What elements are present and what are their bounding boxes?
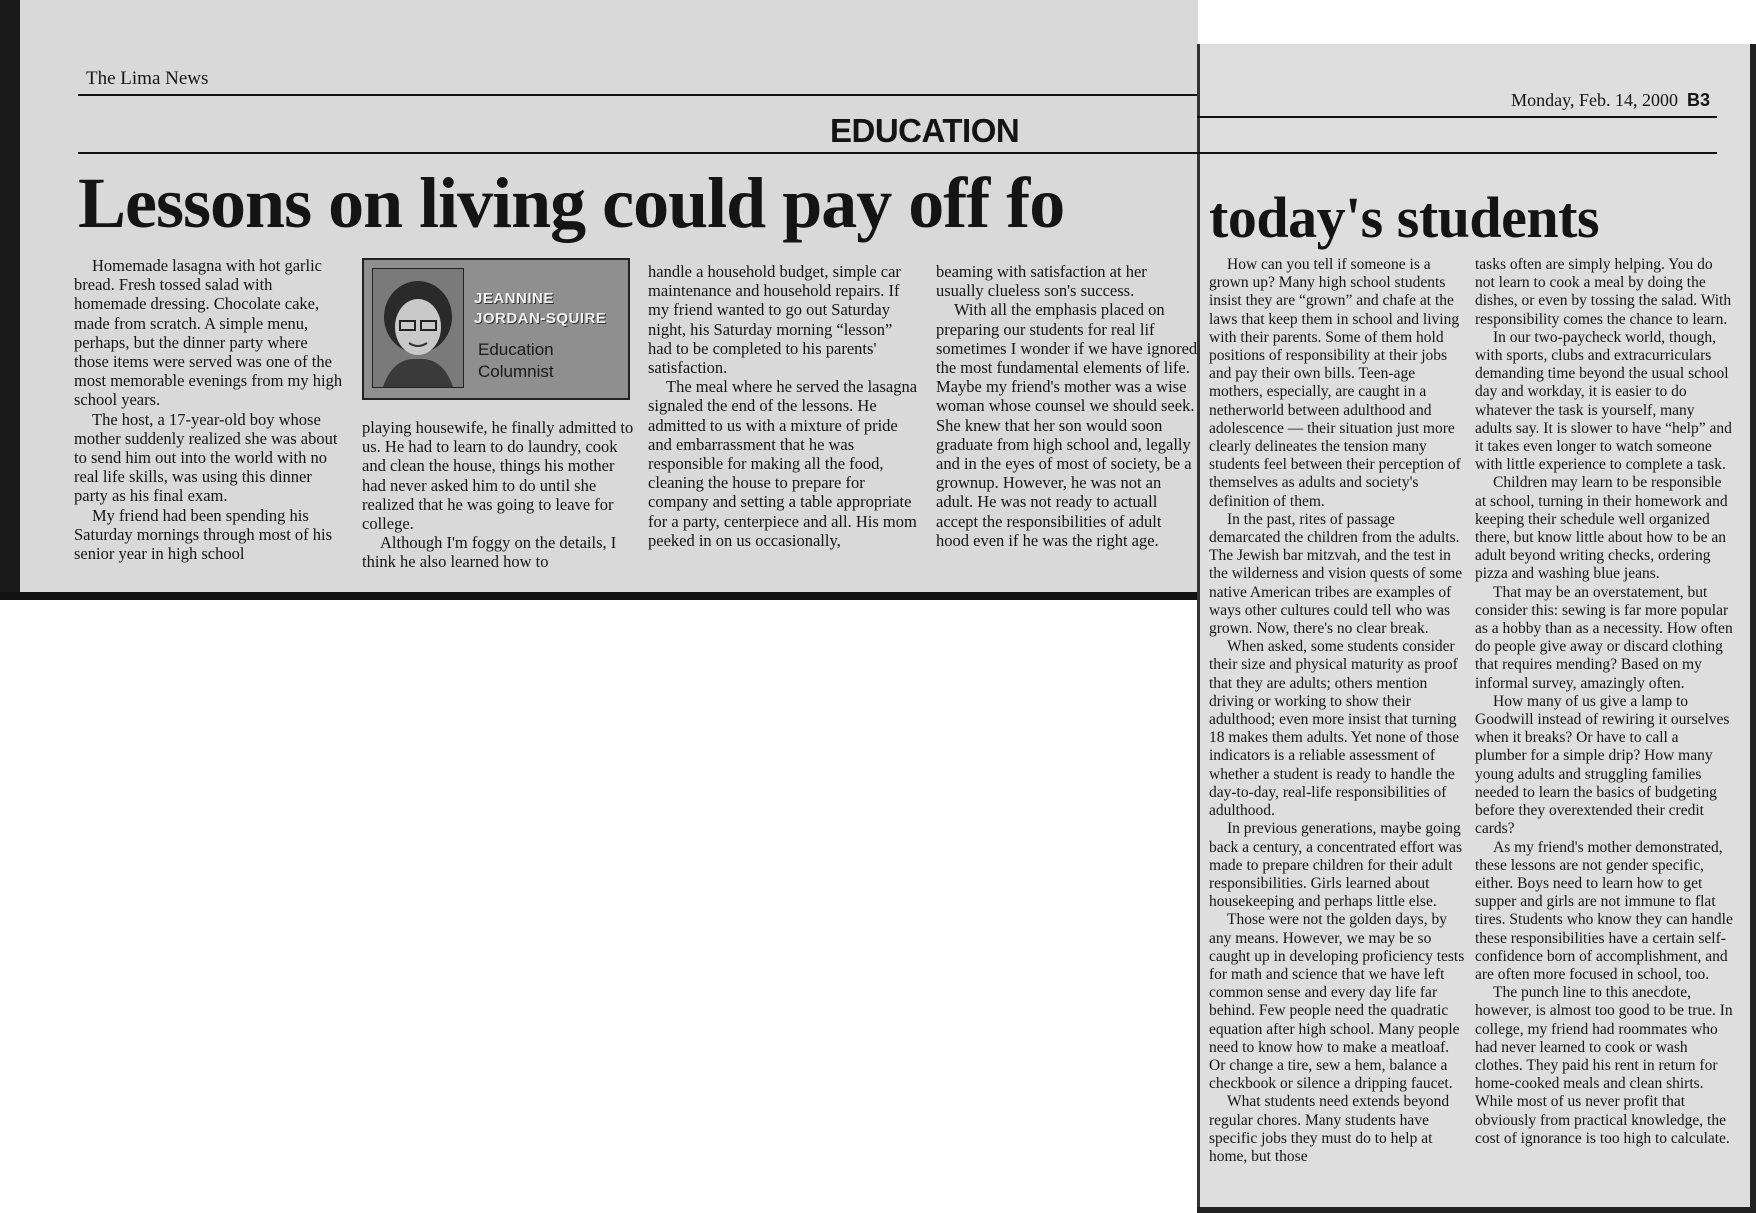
paragraph: Although I'm foggy on the details, I think he also learned how to	[362, 533, 617, 572]
paragraph: As my friend's mother demonstrated, these lessons are not gender specific, either. Boys need to learn how to get supper and girls are not immune to flat tires. Students who know they can handle these responsibilities have a certain self-confidence born of accomplishment, and are often more focused in school, too.	[1475, 838, 1733, 983]
article-column-1	[74, 256, 346, 596]
issue-date: Monday, Feb. 14, 2000	[1511, 90, 1678, 110]
columnist-photo	[372, 268, 464, 388]
section-label: EDUCATION	[830, 112, 1020, 149]
paragraph: handle a household budget, simple car maintenance and household repairs. If my friend wanted to go out Saturday night, his Saturday morning “lesson” had to be completed to his parents' satisfaction.	[648, 262, 901, 378]
clipping-right	[1197, 44, 1756, 1213]
article-column-6	[1475, 256, 1733, 1206]
paragraph: The punch line to this anecdote, however, is almost too good to be true. In college, my friend had roommates who had never learned to cook or wash clothes. They paid his rent in return for home-cooked meals and clean shirts. While most of us never profit that obviously from practical knowledge, the cost of ignorance is too high to calculate.	[1475, 984, 1733, 1147]
paragraph: playing housewife, he finally admitted to us. He had to learn to do laundry, cook and clean the house, things his mother had never asked him to do until she realized that he was going to leave for college.	[362, 418, 634, 534]
paragraph: Children may learn to be responsible at school, turning in their homework and keeping their schedule well organized there, but know little about how to be an adult beyond writing checks, ordering pizza and washing blue jeans.	[1475, 474, 1728, 583]
headline-left: Lessons on living could pay off fo	[78, 163, 1065, 243]
header-rule	[78, 94, 1198, 96]
paragraph: Homemade lasagna with hot garlic bread. Fresh tossed salad with homemade dressing. Chocolate cake, made from scratch. A simple menu, perhaps, but the dinner party where those items were served was one of the most memorable evenings from my high school years.	[74, 256, 343, 410]
page-number: B3	[1686, 90, 1710, 110]
article-column-5	[1209, 256, 1467, 1206]
article-column-4	[936, 262, 1198, 592]
columnist-name-first: JEANNINE	[474, 290, 554, 307]
section-rule	[78, 152, 1198, 154]
scan-edge	[0, 0, 20, 600]
scan-edge	[1197, 1207, 1756, 1213]
columnist-role: Columnist	[478, 362, 554, 381]
paragraph: beaming with satisfaction at her usually clueless son's success.	[936, 262, 1147, 301]
paragraph: My friend had been spending his Saturday mornings through most of his senior year in high school	[74, 505, 333, 564]
scan-edge	[0, 592, 1198, 600]
header-rule	[1197, 116, 1717, 118]
scan-edge	[1197, 44, 1200, 1213]
scan-edge	[1750, 44, 1756, 1213]
date-line	[1511, 90, 1710, 111]
paragraph: tasks often are simply helping. You do not learn to cook a meal by doing the dishes, or even by tossing the salad. With responsibility comes the chance to learn.	[1475, 256, 1732, 328]
newspaper-name: The Lima News	[86, 68, 209, 89]
clipping-left	[0, 0, 1198, 600]
paragraph: The meal where he served the lasagna signaled the end of the lessons. He admitted to us with a mixture of pride and embarrassment that he was responsible for making all the food, cleaning the house to prepare for company and setting a table appropriate for a party, centerpiece and all. His mom peeked in on us occasionally,	[648, 377, 918, 550]
paragraph: The host, a 17-year-old boy whose mother suddenly realized she was about to send him out into the world with no real life skills, was using this dinner party as his final exam.	[74, 409, 338, 506]
paragraph: How can you tell if someone is a grown up? Many high school students insist they are “grown” and chafe at the laws that keep them in school and living with their parents. Some of them hold positions of responsibility at their jobs and pay their own bills. Teen-age mothers, especially, are caught in a netherworld between adulthood and adolescence — their situation just more clearly delineates the tension many students feel between their perception of themselves as adults and society's definition of them.	[1209, 256, 1461, 510]
paragraph: In the past, rites of passage demarcated the children from the adults. The Jewish bar mitzvah, and the test in the wilderness and vision quests of some native American tribes are examples of ways other cultures could tell who was grown. Now, there's no clear break.	[1209, 510, 1463, 638]
paragraph: That may be an overstatement, but consider this: sewing is far more popular as a hobby than as a necessity. How often do people give away or discard clothing that requires mending? Based on my informal survey, amazingly often.	[1475, 583, 1733, 692]
paragraph: With all the emphasis placed on preparing our students for real lif sometimes I wonder if we have ignored the most fundamental elements of life. Maybe my friend's mother was a wise woman whose counsel we should seek. She knew that her son would soon graduate from high school and, legally and in the eyes of most of society, be a grownup. However, he was not an adult. He was not ready to actuall accept the responsibilities of adult hood even if he was the right age.	[936, 300, 1198, 550]
section-rule	[1197, 152, 1717, 154]
paragraph: In our two-paycheck world, though, with sports, clubs and extracurriculars demanding time beyond the usual school day and workday, it is easier to do whatever the task is yourself, many adults say. It is slower to have “help” and it takes even longer to watch someone with little experience to complete a task.	[1475, 328, 1732, 474]
paragraph: How many of us give a lamp to Goodwill instead of rewiring it ourselves when it breaks? Or have to call a plumber for a simple drip? How many young adults and struggling families needed to learn the basics of budgeting before they overextended their credit cards?	[1475, 692, 1730, 838]
headline-right: today's students	[1209, 185, 1600, 250]
article-column-2	[362, 418, 634, 593]
columnist-box	[362, 258, 630, 400]
paragraph: What students need extends beyond regular chores. Many students have specific jobs they must do to help at home, but those	[1209, 1093, 1450, 1165]
paragraph: Those were not the golden days, by any means. However, we may be so caught up in developing proficiency tests for math and science that we have left common sense and every day life far behind. Few people need the quadratic equation after high school. Many people need to know how to make a meatloaf. Or change a tire, sew a hem, balance a checkbook or silence a dripping faucet.	[1209, 911, 1465, 1093]
article-column-3	[648, 262, 920, 592]
columnist-name-last: JORDAN-SQUIRE	[474, 310, 607, 327]
paragraph: In previous generations, maybe going back a century, a concentrated effort was made to prepare children for their adult responsibilities. Girls learned about housekeeping and perhaps little else.	[1209, 820, 1463, 911]
columnist-role: Education	[478, 340, 554, 359]
paragraph: When asked, some students consider their size and physical maturity as proof that they are adults; others mention driving or working to show their adulthood; even more insist that turning 18 makes them adults. Yet none of those indicators is a reliable assessment of whether a student is ready to handle the day-to-day, real-life responsibilities of adulthood.	[1209, 638, 1460, 820]
